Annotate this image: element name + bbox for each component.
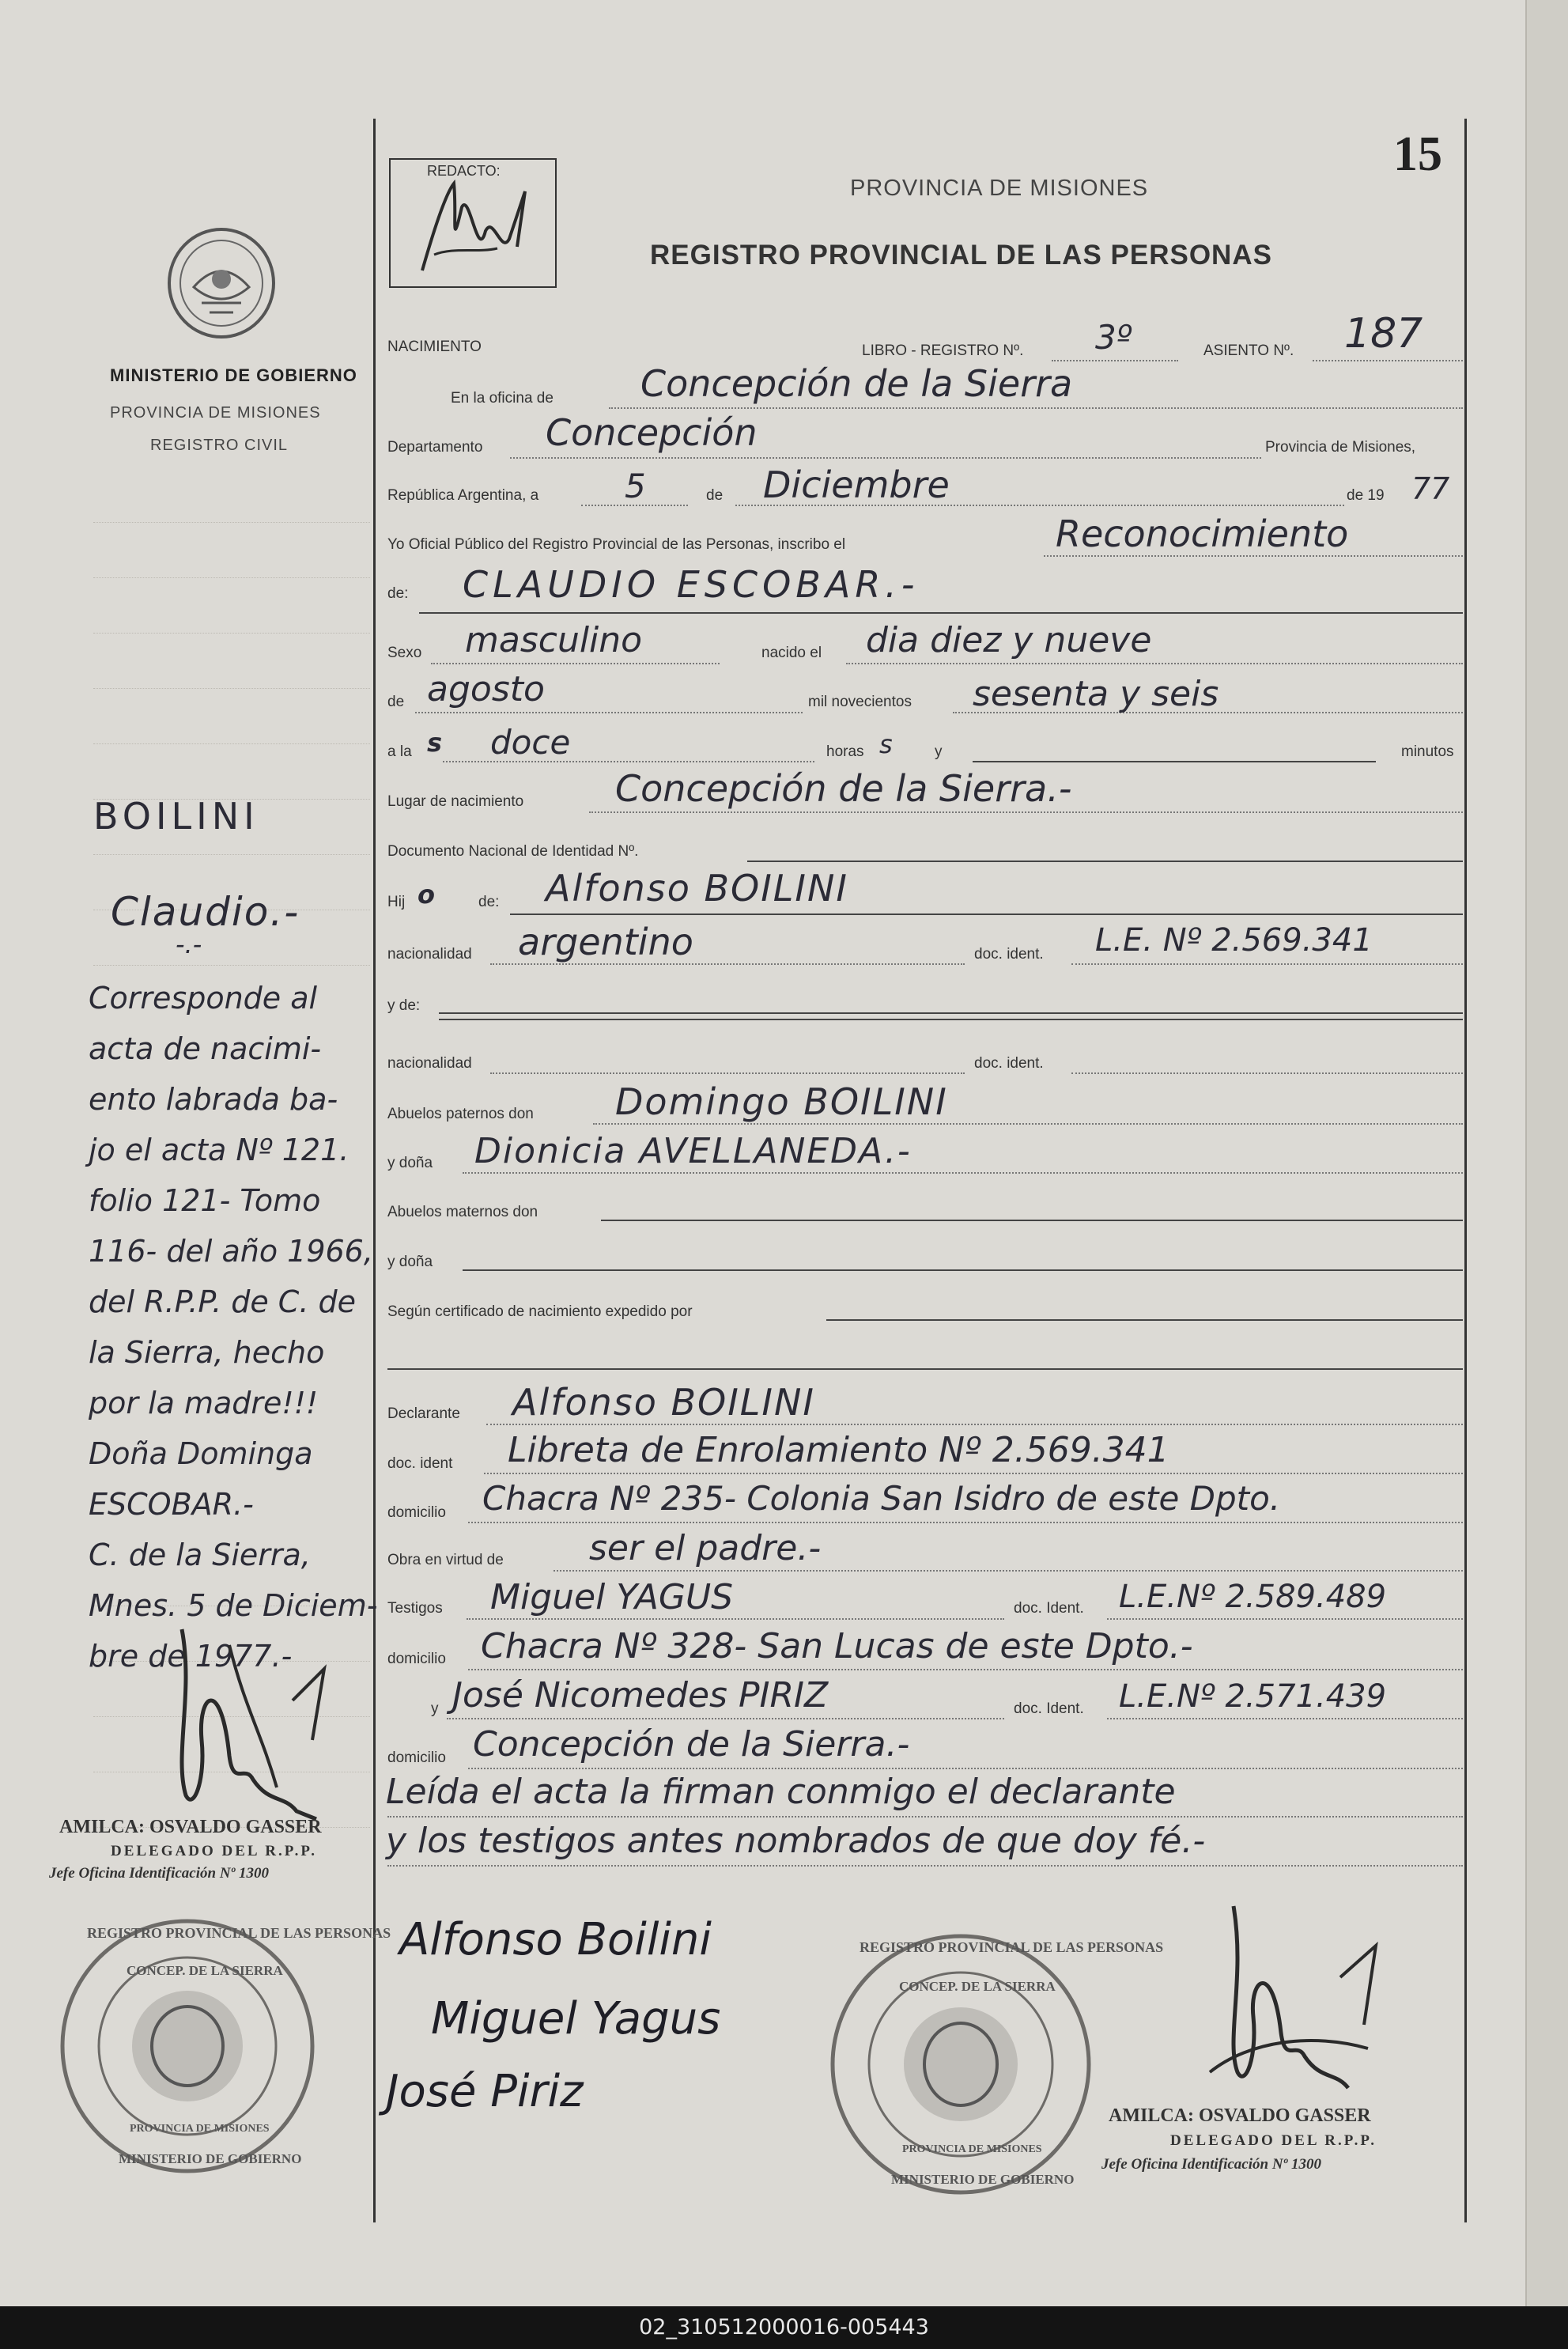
right-stamp-role: DELEGADO DEL R.P.P. — [1170, 2132, 1377, 2149]
right-official-signature — [1186, 1890, 1392, 2096]
act-type-value: Reconocimiento — [1056, 513, 1349, 555]
right-stamp-name: AMILCA: OSVALDO GASSER — [1109, 2105, 1371, 2126]
margin-note-line: 116- del año 1966, — [89, 1234, 373, 1269]
horas-s-value: s — [879, 729, 893, 759]
lugar-value: Concepción de la Sierra.- — [615, 767, 1072, 810]
ydona-label: y doña — [387, 1155, 433, 1171]
signature-miguel: Miguel Yagus — [431, 1993, 721, 2044]
segun-label: Según certificado de nacimiento expedido por — [387, 1303, 693, 1320]
minutos-label: minutos — [1401, 743, 1454, 760]
center-registry-seal — [826, 1930, 1164, 2199]
declarante-doc-value: Libreta de Enrolamiento Nº 2.569.341 — [508, 1430, 1169, 1470]
y2-label: y — [431, 1700, 439, 1717]
civil-registry-label: REGISTRO CIVIL — [150, 437, 289, 454]
margin-note-line: C. de la Sierra, — [89, 1538, 311, 1572]
signature-jose: José Piriz — [386, 2066, 584, 2117]
ydona2-label: y doña — [387, 1254, 433, 1270]
margin-note-line: Mnes. 5 de Diciem- — [89, 1588, 378, 1623]
left-official-signature — [150, 1598, 356, 1827]
domicilio-label: domicilio — [387, 1504, 446, 1521]
registry-title: REGISTRO PROVINCIAL DE LAS PERSONAS — [650, 240, 1272, 270]
obra-label: Obra en virtud de — [387, 1552, 504, 1568]
left-seal-inner-ring: CONCEP. DE LA SIERRA — [127, 1963, 283, 1978]
day-value: 5 — [625, 467, 646, 505]
hijo-o-value: o — [418, 879, 435, 910]
person-name-value: CLAUDIO ESCOBAR.- — [463, 563, 920, 606]
page-number: 15 — [1393, 127, 1442, 181]
year-value: 77 — [1411, 471, 1450, 506]
right-stamp-office: Jefe Oficina Identificación Nº 1300 — [1101, 2156, 1321, 2173]
center-seal-inner-ring: CONCEP. DE LA SIERRA — [899, 1979, 1056, 1994]
nacimiento-label: NACIMIENTO — [387, 339, 482, 355]
de3-label: de — [387, 694, 405, 710]
signature-alfonso: Alfonso Boilini — [399, 1914, 712, 1965]
departamento-value: Concepción — [546, 411, 758, 454]
asiento-value: 187 — [1344, 310, 1423, 357]
docident5-label: doc. Ident. — [1014, 1700, 1084, 1717]
margin-note-line: del R.P.P. de C. de — [89, 1284, 356, 1319]
domicilio3-label: domicilio — [387, 1749, 446, 1766]
provincia-label: Provincia de Misiones, — [1265, 439, 1416, 456]
yde-label: y de: — [387, 997, 421, 1014]
father-value: Alfonso BOILINI — [546, 867, 848, 910]
margin-note-line: folio 121- Tomo — [89, 1183, 321, 1218]
domicilio2-label: domicilio — [387, 1651, 446, 1667]
left-stamp-name: AMILCA: OSVALDO GASSER — [59, 1817, 322, 1837]
margin-note-line: ESCOBAR.- — [89, 1487, 254, 1522]
margin-note-line: ento labrada ba- — [89, 1082, 338, 1117]
libro-value: 3º — [1095, 318, 1132, 357]
center-seal-province: PROVINCIA DE MISIONES — [902, 2143, 1042, 2155]
closing-line1: Leída el acta la firman conmigo el declarante — [386, 1772, 1176, 1812]
province-heading: PROVINCIA DE MISIONES — [850, 176, 1149, 201]
margin-note-line: bre de 1977.- — [89, 1639, 293, 1674]
ministry-label: MINISTERIO DE GOBIERNO — [110, 365, 357, 385]
docident2-label: doc. ident. — [974, 1055, 1044, 1072]
margin-note-line: la Sierra, hecho — [89, 1335, 325, 1370]
margin-surname: BOILINI — [93, 795, 259, 838]
testigos-label: Testigos — [387, 1600, 443, 1617]
margin-note-line: por la madre!!! — [89, 1386, 319, 1420]
testigo1-dom-value: Chacra Nº 328- San Lucas de este Dpto.- — [481, 1626, 1193, 1666]
declarante-dom-value: Chacra Nº 235- Colonia San Isidro de este Dpto. — [482, 1479, 1281, 1518]
testigo1-doc-value: L.E.Nº 2.589.489 — [1119, 1579, 1387, 1615]
official-text: Yo Oficial Público del Registro Provincial de las Personas, inscribo el — [387, 536, 846, 553]
file-id-footer: 02_310512000016-005443 — [0, 2306, 1568, 2349]
declarante-label: Declarante — [387, 1405, 460, 1422]
hijo-de-label: de: — [478, 894, 500, 910]
oficina-value: Concepción de la Sierra — [640, 362, 1073, 405]
left-stamp-office: Jefe Oficina Identificación Nº 1300 — [49, 1865, 269, 1882]
testigo1-value: Miguel YAGUS — [490, 1577, 734, 1617]
year-label: de 19 — [1347, 487, 1385, 504]
left-registry-seal — [57, 1916, 391, 2177]
birth-year-value: sesenta y seis — [973, 674, 1219, 714]
center-seal-outer-ring: REGISTRO PROVINCIAL DE LAS PERSONAS — [860, 1939, 1164, 1955]
province-emblem-icon — [162, 224, 281, 342]
left-seal-outer-ring: REGISTRO PROVINCIAL DE LAS PERSONAS — [87, 1925, 391, 1941]
dni-label: Documento Nacional de Identidad Nº. — [387, 843, 639, 860]
nacionalidad-label: nacionalidad — [387, 946, 472, 963]
nacido-label: nacido el — [761, 645, 822, 661]
margin-note-line: Doña Dominga — [89, 1436, 313, 1471]
birth-month-value: agosto — [427, 669, 545, 709]
abuelo-pat-value: Domingo BOILINI — [615, 1080, 948, 1123]
ala-label: a la — [387, 743, 412, 760]
de-label: de — [706, 487, 724, 504]
closing-line2: y los testigos antes nombrados de que doy fé.- — [386, 1821, 1206, 1861]
margin-note-line: acta de nacimi- — [89, 1031, 322, 1066]
frame-right-line — [1464, 119, 1467, 2222]
father-nat-value: argentino — [518, 921, 693, 963]
abuelos-pat-label: Abuelos paternos don — [387, 1106, 534, 1122]
redacto-label: REDACTO: — [427, 163, 501, 179]
testigo2-value: José Nicomedes PIRIZ — [452, 1675, 829, 1715]
abuelos-mat-label: Abuelos maternos don — [387, 1204, 538, 1220]
declarante-value: Alfonso BOILINI — [512, 1381, 815, 1424]
hijo-label: Hij — [387, 894, 406, 910]
de2-label: de: — [387, 585, 409, 602]
mil-novecientos-label: mil novecientos — [808, 694, 912, 710]
asiento-label: ASIENTO Nº. — [1203, 342, 1294, 359]
docident3-label: doc. ident — [387, 1455, 453, 1472]
obra-value: ser el padre.- — [589, 1528, 822, 1568]
left-province-label: PROVINCIA DE MISIONES — [110, 404, 321, 422]
horas-label: horas — [826, 743, 864, 760]
redacto-box — [389, 158, 557, 288]
page-edge — [1525, 0, 1568, 2306]
margin-dash: -.- — [176, 929, 202, 959]
sexo-value: masculino — [465, 620, 643, 660]
libro-label: LIBRO - REGISTRO Nº. — [862, 342, 1024, 359]
abuela-pat-value: Dionicia AVELLANEDA.- — [474, 1131, 912, 1171]
docident-label: doc. ident. — [974, 946, 1044, 963]
frame-left-line — [373, 119, 376, 2222]
departamento-label: Departamento — [387, 439, 483, 456]
ala-s-value: s — [427, 728, 443, 758]
father-doc-value: L.E. Nº 2.569.341 — [1095, 922, 1373, 959]
margin-note-line: jo el acta Nº 121. — [89, 1133, 349, 1167]
sexo-label: Sexo — [387, 645, 422, 661]
testigo2-doc-value: L.E.Nº 2.571.439 — [1119, 1678, 1387, 1715]
left-stamp-role: DELEGADO DEL R.P.P. — [111, 1843, 317, 1859]
lugar-label: Lugar de nacimiento — [387, 793, 524, 810]
center-seal-bottom-ring: MINISTERIO DE GOBIERNO — [891, 2172, 1075, 2187]
margin-note-line: Corresponde al — [89, 981, 318, 1016]
oficina-label: En la oficina de — [451, 390, 554, 407]
hour-value: doce — [490, 723, 571, 762]
docident4-label: doc. Ident. — [1014, 1600, 1084, 1617]
y-label: y — [935, 743, 943, 760]
republica-label: República Argentina, a — [387, 487, 539, 504]
margin-given-name: Claudio.- — [111, 889, 300, 935]
left-seal-province: PROVINCIA DE MISIONES — [130, 2123, 270, 2135]
nacionalidad2-label: nacionalidad — [387, 1055, 472, 1072]
month-value: Diciembre — [763, 463, 950, 506]
left-seal-bottom-ring: MINISTERIO DE GOBIERNO — [119, 2151, 302, 2166]
nacido-value: dia diez y nueve — [866, 620, 1152, 660]
redacto-signature — [391, 160, 555, 286]
testigo2-dom-value: Concepción de la Sierra.- — [473, 1724, 910, 1765]
